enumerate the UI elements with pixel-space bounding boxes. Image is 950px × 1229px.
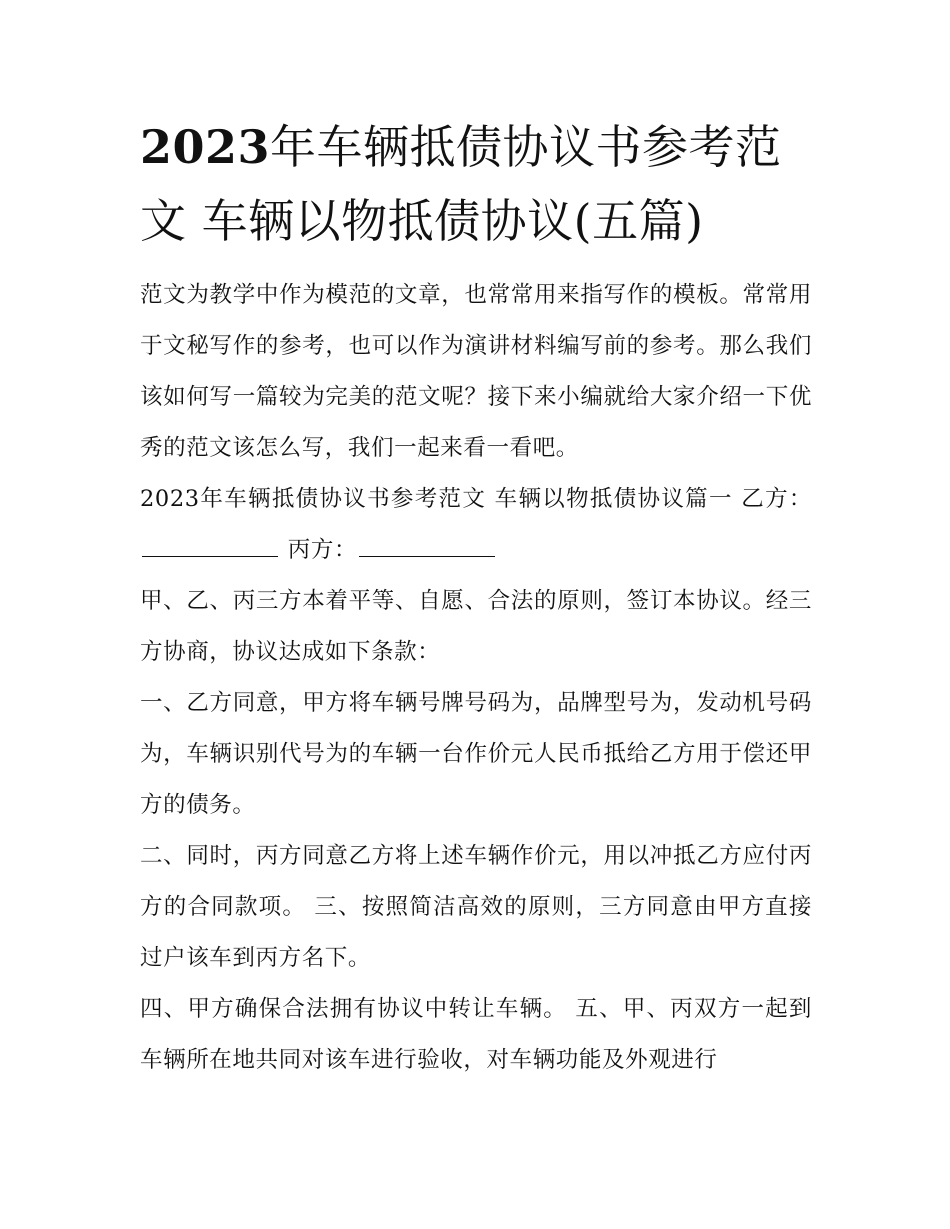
section-heading-paragraph bbox=[140, 474, 812, 576]
principle-paragraph: 甲、乙、丙三方本着平等、自愿、合法的原则，签订本协议。经三方协商，协议达成如下条款： bbox=[140, 588, 812, 665]
title-text: 年车辆抵债协议书参考范文 车辆以物抵债协议(五篇) bbox=[140, 120, 782, 248]
title-year: 2023 bbox=[140, 120, 271, 174]
clause-2-3-paragraph: 二、同时，丙方同意乙方将上述车辆作价元，用以冲抵乙方应付丙方的合同款项。 三、按照简洁高效的原则，三方同意由甲方直接过户该车到丙方名下。 bbox=[140, 843, 812, 971]
clause-4-5-paragraph: 四、甲方确保合法拥有协议中转让车辆。 五、甲、丙双方一起到车辆所在地共同对该车进行验收，对车辆功能及外观进行 bbox=[140, 996, 812, 1073]
document-title bbox=[140, 110, 812, 258]
document-page bbox=[140, 110, 812, 1086]
intro-paragraph: 范文为教学中作为模范的文章，也常常用来指写作的模板。常常用于文秘写作的参考，也可以作为演讲材料编写前的参考。那么我们该如何写一篇较为完美的范文呢？接下来小编就给大家介绍一下优秀的范文该怎么写，我们一起来看一看吧。 bbox=[140, 282, 812, 461]
party-c-blank bbox=[359, 534, 495, 557]
section-heading-text: 2023年车辆抵债协议书参考范文 车辆以物抵债协议篇一 乙方： bbox=[140, 486, 812, 512]
party-c-label: 丙方： bbox=[287, 537, 358, 563]
party-b-blank bbox=[142, 534, 278, 557]
clause-1-paragraph: 一、乙方同意，甲方将车辆号牌号码为，品牌型号为，发动机号码为，车辆识别代号为的车辆一台作价元人民币抵给乙方用于偿还甲方的债务。 bbox=[140, 690, 812, 818]
